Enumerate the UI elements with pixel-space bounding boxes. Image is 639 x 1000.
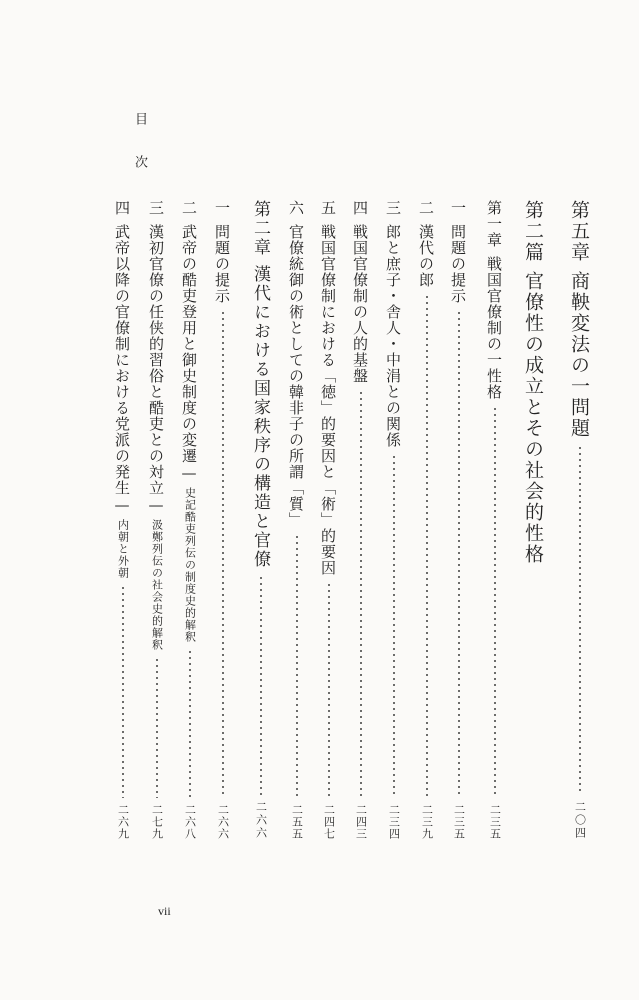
entry-number: 第二篇 [522,200,544,263]
entry-number: 二 [417,200,435,216]
toc-entry [179,200,200,840]
toc-entry [350,200,371,840]
leader-dots [122,585,124,798]
leader-dots [360,390,362,798]
entry-title: 戦国官僚制における「徳」的要因と「術」的要因 [319,224,337,576]
entry-number: 一 [213,200,231,216]
leader-dots [222,310,224,798]
leader-dots [189,649,191,798]
toc-entry [146,200,167,840]
leader-dots [156,657,158,798]
toc-entry [520,200,547,840]
entry-page: 二五五 [290,804,304,840]
entry-page: 二三五 [452,804,466,840]
entry-number: 三 [147,200,165,216]
entry-page: 二六八 [183,804,197,840]
entry-page: 二三九 [420,804,434,840]
entry-title: 問題の提示 [449,224,467,304]
page-number: vii [158,904,171,918]
entry-number: 一 [449,200,467,216]
entry-page: 二六六 [216,804,230,840]
entry-page: 二三四 [387,804,401,840]
leader-dots [328,582,330,798]
page-header: 目次 [132,112,147,198]
entry-subtitle: 史記酷吏列伝の制度史的解釈 [183,487,197,643]
entry-number: 三 [384,200,402,216]
toc-entry [318,200,339,840]
leader-dots [260,575,262,795]
entry-title: 商鞅変法の一問題 [568,271,590,439]
toc-entry [383,200,404,840]
entry-subtitle: 汲鄭列伝の社会史的解釈 [150,519,164,651]
entry-number: 第五章 [568,200,590,263]
entry-title: 戦国官僚制の一性格 [485,256,503,400]
entry-title: 問題の提示 [213,224,231,304]
leader-dots [458,310,460,798]
toc-entry [448,200,469,840]
entry-number: 第一章 [485,200,503,248]
entry-title: 漢代の郎 [417,224,435,288]
toc-entry [212,200,233,840]
toc-entry [566,200,593,840]
toc-entry [248,200,273,840]
entry-page: 二六六 [254,801,268,840]
entry-title: 官僚性の成立とその社会的性格 [522,271,544,565]
entry-title: 武帝の酷吏登用と御史制度の変遷— [180,224,198,483]
toc-entry [112,200,133,840]
entry-title: 漢初官僚の任侠的習俗と酷吏との対立— [147,224,165,515]
toc-entry [484,200,505,840]
leader-dots [579,445,581,795]
leader-dots [494,406,496,798]
entry-number: 四 [113,200,131,216]
entry-number: 六 [287,200,305,216]
entry-page: 二三五 [488,804,502,840]
entry-page: 二七九 [150,804,164,840]
entry-subtitle: 内朝と外朝 [116,519,130,579]
toc-entry [416,200,437,840]
entry-title: 戦国官僚制の人的基盤 [351,224,369,384]
entry-number: 四 [351,200,369,216]
entry-title: 郎と庶子・舎人・中涓との関係 [384,224,402,448]
entry-number: 五 [319,200,337,216]
entry-page: 二四三 [354,804,368,840]
entry-page: 二四七 [322,804,336,840]
entry-title: 漢代における国家秩序の構造と官僚 [250,265,270,569]
entry-number: 第二章 [250,200,270,257]
entry-page: 二六九 [116,804,130,840]
entry-title: 武帝以降の官僚制における党派の発生— [113,224,131,515]
leader-dots [296,534,298,798]
leader-dots [393,454,395,798]
toc-entry [286,200,307,840]
entry-page: 二〇四 [573,801,587,840]
leader-dots [426,294,428,798]
entry-title: 官僚統御の術としての韓非子の所謂「質」 [287,224,305,528]
entry-number: 二 [180,200,198,216]
